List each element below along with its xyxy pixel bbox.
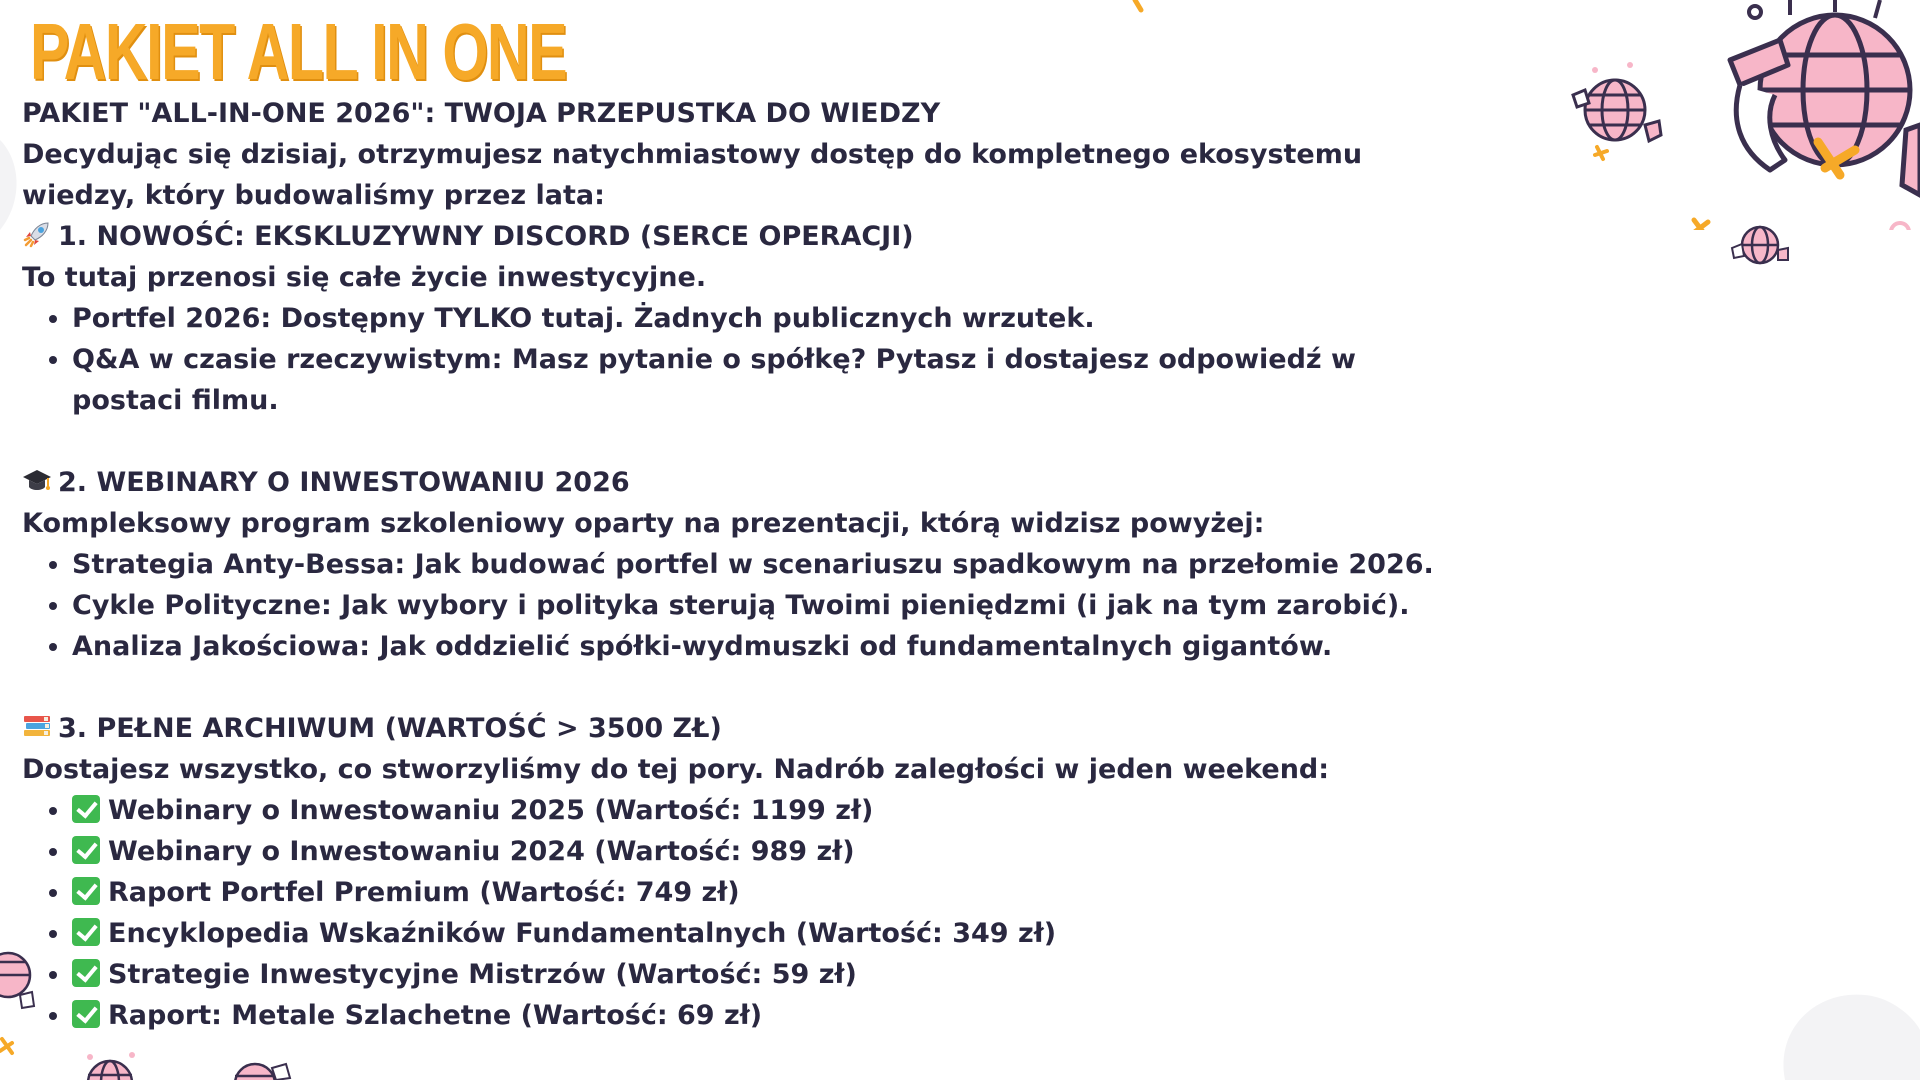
list-item: • Encyklopedia Wskaźników Fundamentalnych (Wartość: 349 zł) [72, 913, 1442, 954]
section-lead: To tutaj przenosi się całe życie inwestycyjne. [22, 262, 707, 293]
section-title-text: 2. WEBINARY O INWESTOWANIU 2026 [58, 467, 630, 498]
check-mark-icon [72, 1000, 100, 1028]
section-list-webinars [22, 544, 1442, 667]
list-item: • Raport Portfel Premium (Wartość: 749 zł) [72, 872, 1442, 913]
section-title-discord [22, 216, 1442, 257]
books-icon [22, 711, 52, 741]
section-list-discord [22, 298, 1442, 421]
section-title-archive [22, 708, 1442, 749]
list-item: • Raport: Metale Szlachetne (Wartość: 69 zł) [72, 995, 1442, 1036]
check-mark-icon [72, 795, 100, 823]
section-lead: Kompleksowy program szkoleniowy oparty na prezentacji, którą widzisz powyżej: [22, 508, 1265, 539]
list-item: • Q&A w czasie rzeczywistym: Masz pytanie o spółkę? Pytasz i dostajesz odpowiedź w postaci filmu. [72, 339, 1442, 421]
list-item: • Cykle Polityczne: Jak wybory i polityka sterują Twoimi pieniędzmi (i jak na tym zarobić). [72, 585, 1442, 626]
background-blob [0, 140, 25, 230]
tiny-globe-illustration [1720, 210, 1800, 280]
globe-hands-illustration [1670, 0, 1920, 230]
rocket-icon [22, 219, 52, 249]
graduation-cap-icon [22, 465, 52, 495]
star-decoration [1125, 0, 1155, 14]
check-mark-icon [72, 959, 100, 987]
list-item: • Portfel 2026: Dostępny TYLKO tutaj. Żadnych publicznych wrzutek. [72, 298, 1442, 339]
section-lead: Dostajesz wszystko, co stworzyliśmy do tej pory. Nadrób zaległości w jeden weekend: [22, 754, 1330, 785]
check-mark-icon [72, 918, 100, 946]
check-mark-icon [72, 877, 100, 905]
small-globe-illustration [1555, 55, 1675, 175]
bottom-globe-illustration [60, 1045, 170, 1080]
section-title-text: 1. NOWOŚĆ: EKSKLUZYWNY DISCORD (SERCE OPERACJI) [58, 221, 914, 252]
list-item: • Webinary o Inwestowaniu 2024 (Wartość: 989 zł) [72, 831, 1442, 872]
star-decoration [0, 1035, 20, 1065]
list-item: • Strategie Inwestycyjne Mistrzów (Wartość: 59 zł) [72, 954, 1442, 995]
section-list-archive [22, 790, 1442, 1036]
bottom-left-globe-illustration [0, 940, 40, 1020]
main-content [22, 93, 1442, 1036]
list-item: • Analiza Jakościowa: Jak oddzielić spółki-wydmuszki od fundamentalnych gigantów. [72, 626, 1442, 667]
section-title-webinars [22, 462, 1442, 503]
check-mark-icon [72, 836, 100, 864]
list-item: • Strategia Anty-Bessa: Jak budować portfel w scenariuszu spadkowym na przełomie 2026. [72, 544, 1442, 585]
list-item: • Webinary o Inwestowaniu 2025 (Wartość: 1199 zł) [72, 790, 1442, 831]
page-title: PAKIET ALL IN ONE [30, 7, 567, 96]
main-heading: PAKIET "ALL-IN-ONE 2026": TWOJA PRZEPUSTKA DO WIEDZY [22, 98, 941, 129]
section-title-text: 3. PEŁNE ARCHIWUM (WARTOŚĆ > 3500 ZŁ) [58, 713, 722, 744]
intro-text: Decydując się dzisiaj, otrzymujesz natychmiastowy dostęp do kompletnego ekosystemu wiedzy, który budowaliśmy przez lata: [22, 139, 1363, 211]
background-blob [1775, 990, 1920, 1080]
bottom-globe-illustration [210, 1048, 300, 1080]
